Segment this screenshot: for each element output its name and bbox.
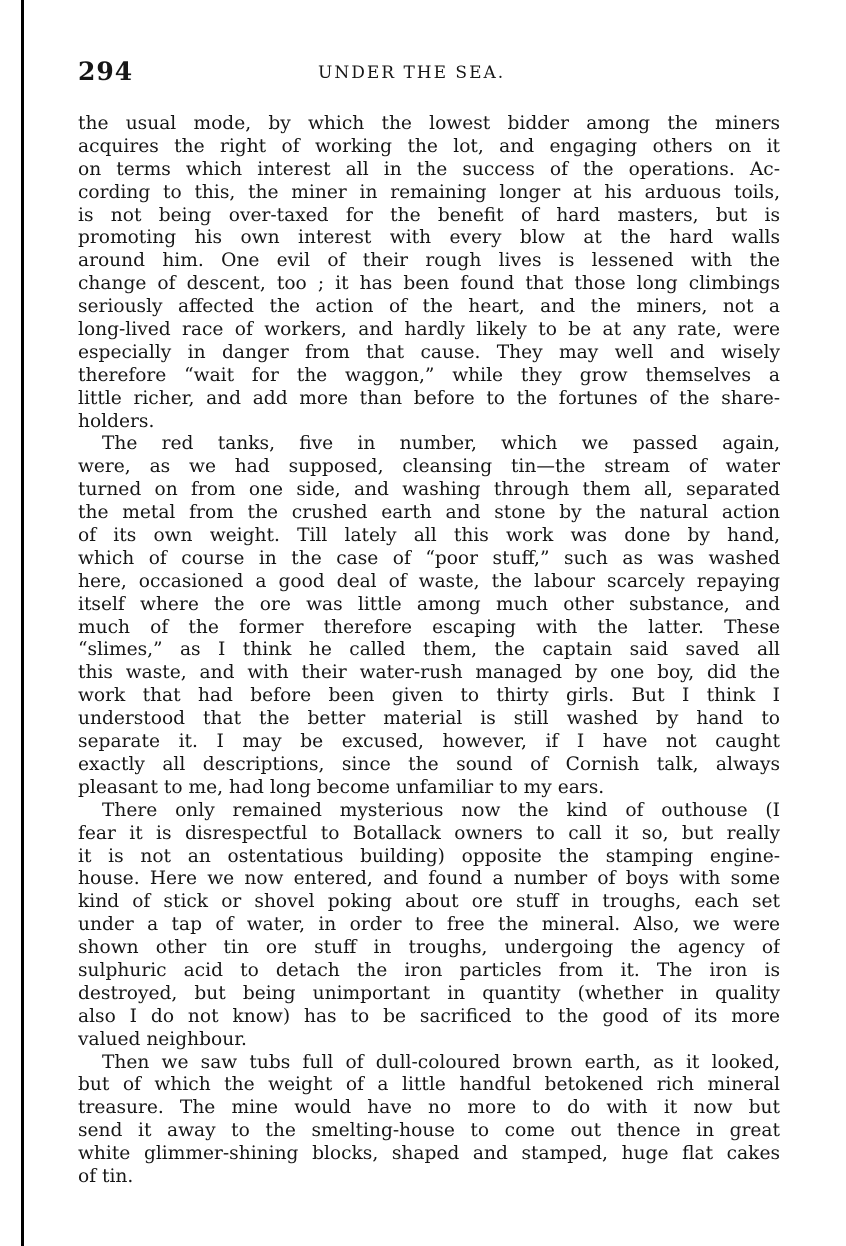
text-line: change of descent, too ; it has been found that those long climbings [78, 273, 780, 295]
running-head: UNDER THE SEA. [318, 63, 506, 83]
page-edge-rule [21, 0, 24, 1246]
text-line: around him. One evil of their rough lives is lessened with the [78, 250, 780, 272]
text-line: little richer, and add more than before to the fortunes of the share- [78, 387, 780, 409]
text-line: this waste, and with their water-rush managed by one boy, did the [78, 662, 780, 684]
text-line: treasure. The mine would have no more to do with it now but [78, 1097, 780, 1119]
text-line: promoting his own interest with every blow at the hard walls [78, 227, 780, 249]
text-line: exactly all descriptions, since the sound of Cornish talk, always [78, 753, 780, 775]
text-line: seriously affected the action of the heart, and the miners, not a [78, 296, 780, 318]
text-line: much of the former therefore escaping with the latter. These [78, 616, 780, 638]
text-line: turned on from one side, and washing through them all, separated [78, 479, 780, 501]
text-line: separate it. I may be excused, however, if I have not caught [78, 731, 780, 753]
body-text [78, 113, 780, 1189]
text-line: “slimes,” as I think he called them, the captain said saved all [78, 639, 780, 661]
text-line: cording to this, the miner in remaining longer at his arduous toils, [78, 181, 780, 203]
text-line: itself where the ore was little among much other substance, and [78, 593, 780, 615]
text-line: kind of stick or shovel poking about ore stuff in troughs, each set [78, 891, 780, 913]
text-line: of tin. [78, 1165, 134, 1187]
text-line: sulphuric acid to detach the iron particles from it. The iron is [78, 959, 780, 981]
page-header [78, 57, 780, 91]
text-line: especially in danger from that cause. They may well and wisely [78, 341, 780, 363]
paragraph [78, 433, 780, 799]
text-line: house. Here we now entered, and found a number of boys with some [78, 868, 780, 890]
text-line: understood that the better material is still washed by hand to [78, 708, 780, 730]
text-line: were, as we had supposed, cleansing tin—the stream of water [78, 456, 780, 478]
text-line: Then we saw tubs full of dull-coloured brown earth, as it looked, [102, 1051, 780, 1073]
paragraph [78, 113, 780, 433]
text-line: also I do not know) has to be sacrificed to the good of its more [78, 1005, 780, 1027]
text-line: The red tanks, five in number, which we passed again, [102, 433, 780, 455]
text-line: valued neighbour. [78, 1028, 247, 1050]
paragraph [78, 1052, 780, 1189]
page-number: 294 [78, 57, 134, 86]
text-line: it is not an ostentatious building) opposite the stamping engine- [78, 845, 780, 867]
text-line: destroyed, but being unimportant in quantity (whether in quality [78, 982, 780, 1004]
text-line: but of which the weight of a little handful betokened rich mineral [78, 1074, 780, 1096]
text-line: pleasant to me, had long become unfamiliar to my ears. [78, 776, 605, 798]
text-line: work that had before been given to thirty girls. But I think I [78, 685, 780, 707]
text-line: is not being over-taxed for the benefit of hard masters, but is [78, 204, 780, 226]
text-line: shown other tin ore stuff in troughs, undergoing the agency of [78, 937, 780, 959]
text-line: There only remained mysterious now the kind of outhouse (I [102, 799, 780, 821]
text-line: the metal from the crushed earth and stone by the natural action [78, 502, 780, 524]
text-line: holders. [78, 410, 155, 432]
text-line: which of course in the case of “poor stuff,” such as was washed [78, 547, 780, 569]
paragraph [78, 800, 780, 1052]
text-line: here, occasioned a good deal of waste, the labour scarcely repaying [78, 570, 780, 592]
text-line: send it away to the smelting-house to come out thence in great [78, 1120, 780, 1142]
text-line: under a tap of water, in order to free the mineral. Also, we were [78, 914, 780, 936]
text-line: on terms which interest all in the success of the operations. Ac- [78, 158, 780, 180]
text-line: acquires the right of working the lot, and engaging others on it [78, 135, 780, 157]
text-line: fear it is disrespectful to Botallack owners to call it so, but really [78, 822, 780, 844]
text-line: white glimmer-shining blocks, shaped and stamped, huge flat cakes [78, 1143, 780, 1165]
text-line: the usual mode, by which the lowest bidder among the miners [78, 113, 780, 134]
text-line: of its own weight. Till lately all this work was done by hand, [78, 525, 780, 547]
text-line: long-lived race of workers, and hardly likely to be at any rate, were [78, 319, 780, 341]
text-line: therefore “wait for the waggon,” while they grow themselves a [78, 364, 780, 386]
